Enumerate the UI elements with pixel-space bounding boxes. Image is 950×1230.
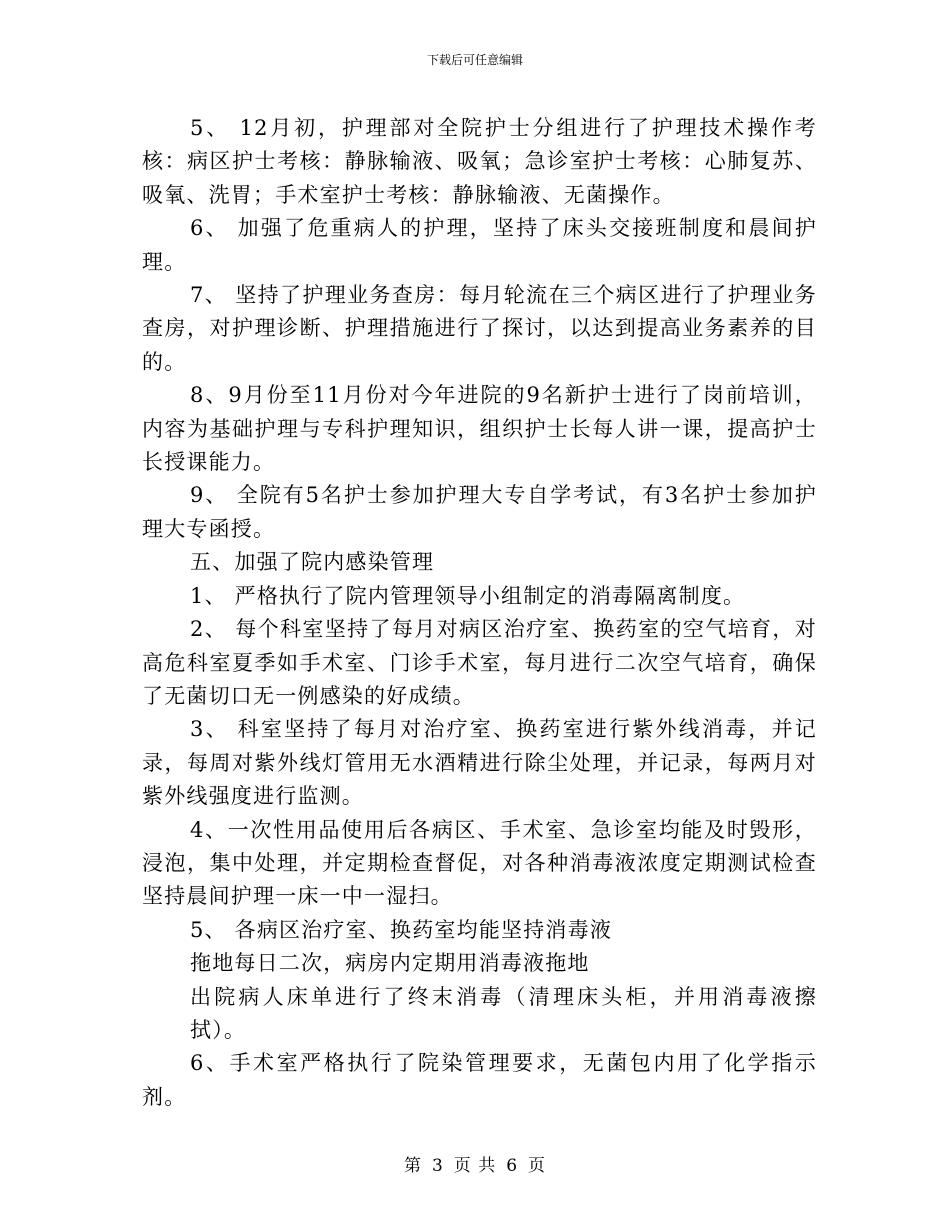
- paragraph-2-air-culture: 2、 每个科室坚持了每月对病区治疗室、换药室的空气培育，对高危科室夏季如手术室、门诊手术室，每月进行二次空气培育，确保了无菌切口无一例感染的好成绩。: [142, 617, 817, 708]
- page-number-suffix: 页: [528, 1156, 547, 1176]
- paragraph-8-new-nurse-training: 8、9月份至11月份对今年进院的9名新护士进行了岗前培训，内容为基础护理与专科护理知识，组织护士长每人讲一课，提高护士长授课能力。: [142, 383, 817, 475]
- page-number-prefix: 第: [403, 1156, 422, 1176]
- paragraph-9-education: 9、 全院有5名护士参加护理大专自学考试，有3名护士参加护理大专函授。: [142, 483, 817, 541]
- paragraph-7-ward-rounds: 7、 坚持了护理业务查房：每月轮流在三个病区进行了护理业务查房，对护理诊断、护理措施进行了探讨，以达到提高业务素养的目的。: [142, 283, 817, 374]
- page-number-total: 6: [506, 1156, 519, 1176]
- paragraph-1-disinfection-system: 1、 严格执行了院内管理领导小组制定的消毒隔离制度。: [190, 583, 746, 608]
- paragraph-4-disposables: 4、一次性用品使用后各病区、手术室、急诊室均能及时毁形，浸泡，集中处理，并定期检查督促，对各种消毒液浓度定期测试检查坚持晨间护理一床一中一湿扫。: [142, 817, 817, 909]
- document-body: [142, 112, 817, 1114]
- paragraph-6-operating-room: 6、手术室严格执行了院染管理要求，无菌包内用了化学指示剂。: [142, 1051, 817, 1109]
- paragraph-3-uv-disinfection: 3、 科室坚持了每月对治疗室、换药室进行紫外线消毒，并记录，每周对紫外线灯管用无水酒精进行除尘处理，并记录，每两月对紫外线强度进行监测。: [142, 717, 817, 809]
- section-heading-infection-control: 五、加强了院内感染管理: [190, 550, 435, 575]
- header-note: 下载后可任意编辑: [426, 53, 523, 67]
- paragraph-5-skills-assessment: 5、 12月初，护理部对全院护士分组进行了护理技术操作考核：病区护士考核：静脉输液、吸氧；急诊室护士考核：心肺复苏、吸氧、洗胃；手术室护士考核：静脉输液、无菌操作。: [142, 116, 817, 207]
- paragraph-6-critical-care: 6、 加强了危重病人的护理，坚持了床头交接班制度和晨间护理。: [142, 216, 817, 274]
- paragraph-mopping: 拖地每日二次，病房内定期用消毒液拖地: [190, 951, 590, 976]
- paragraph-5-disinfectant: 5、 各病区治疗室、换药室均能坚持消毒液: [190, 917, 613, 942]
- page-number-middle: 页 共: [453, 1156, 497, 1176]
- paragraph-terminal-disinfection: 出院病人床单进行了终末消毒（清理床头柜，并用消毒液擦拭）。: [190, 984, 817, 1042]
- page-number-current: 3: [431, 1156, 444, 1176]
- page-number: [0, 1155, 950, 1177]
